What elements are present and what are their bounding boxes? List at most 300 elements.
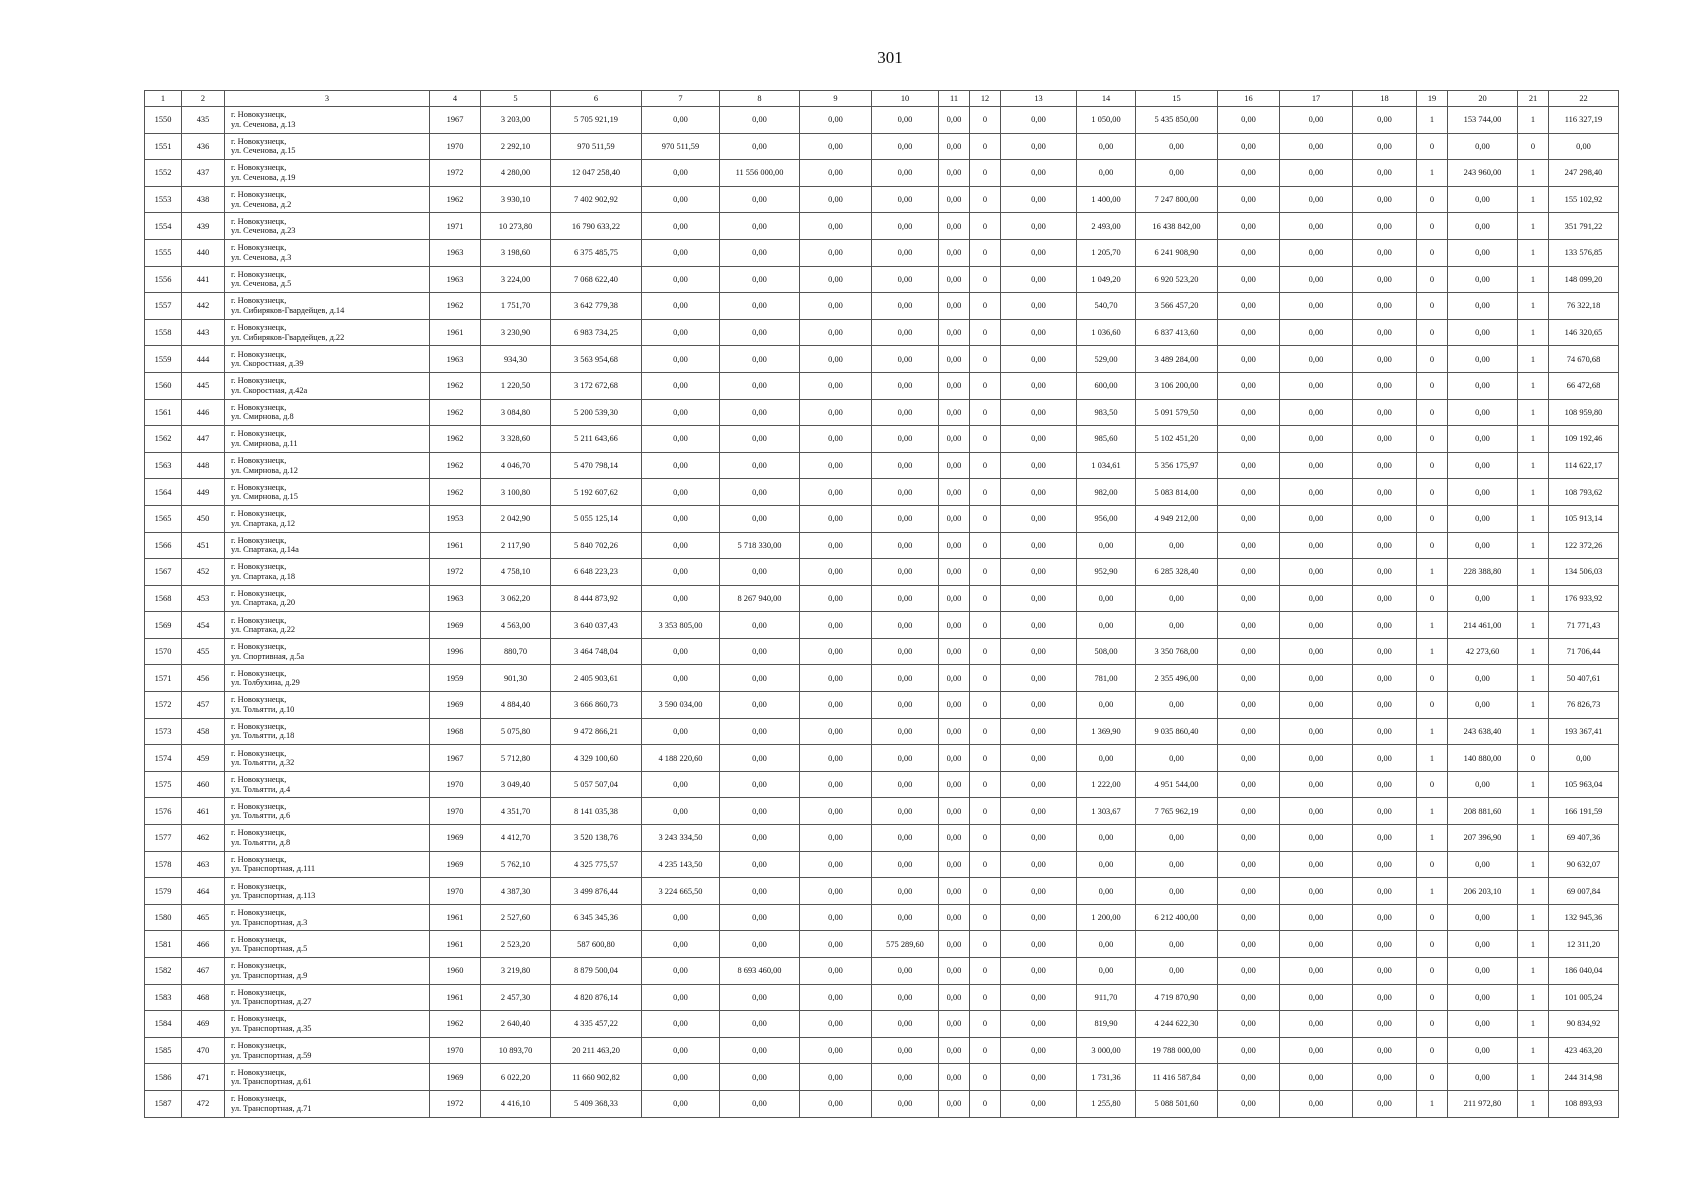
cell-col-7: 0,00	[642, 346, 720, 373]
address-cell	[225, 638, 430, 665]
address-cell	[225, 1037, 430, 1064]
cell-col-9: 0,00	[800, 745, 872, 772]
table-row	[145, 186, 1619, 213]
cell-col-8: 0,00	[720, 612, 800, 639]
cell-col-14: 0,00	[1077, 133, 1136, 160]
cell-col-4: 1962	[430, 452, 481, 479]
cell-col-21: 1	[1518, 771, 1549, 798]
cell-col-2: 435	[182, 107, 225, 134]
cell-col-13: 0,00	[1001, 107, 1077, 134]
address-line: г. Новокузнецк,	[231, 243, 287, 253]
cell-col-13: 0,00	[1001, 160, 1077, 187]
cell-col-11: 0,00	[939, 612, 970, 639]
cell-col-22: 71 771,43	[1549, 612, 1619, 639]
address-cell	[225, 452, 430, 479]
address-cell	[225, 186, 430, 213]
cell-col-14: 983,50	[1077, 399, 1136, 426]
cell-col-19: 0	[1417, 1064, 1448, 1091]
cell-col-2: 450	[182, 505, 225, 532]
cell-col-20: 0,00	[1448, 186, 1518, 213]
cell-col-10: 0,00	[872, 825, 939, 852]
cell-col-2: 455	[182, 638, 225, 665]
cell-col-21: 1	[1518, 293, 1549, 320]
cell-col-14: 1 050,00	[1077, 107, 1136, 134]
cell-col-6: 6 648 223,23	[551, 559, 642, 586]
cell-col-9: 0,00	[800, 505, 872, 532]
cell-col-16: 0,00	[1218, 745, 1280, 772]
cell-col-10: 0,00	[872, 160, 939, 187]
cell-col-19: 0	[1417, 133, 1448, 160]
cell-col-15: 0,00	[1136, 692, 1218, 719]
cell-col-4: 1967	[430, 107, 481, 134]
cell-col-5: 3 084,80	[481, 399, 551, 426]
cell-col-4: 1962	[430, 399, 481, 426]
cell-col-20: 243 960,00	[1448, 160, 1518, 187]
cell-col-19: 0	[1417, 692, 1448, 719]
cell-col-14: 982,00	[1077, 479, 1136, 506]
cell-col-15: 0,00	[1136, 825, 1218, 852]
address-line: ул. Скоростная, д.42а	[231, 385, 308, 395]
table-row	[145, 505, 1619, 532]
cell-col-14: 0,00	[1077, 160, 1136, 187]
cell-col-8: 8 693 460,00	[720, 958, 800, 985]
cell-col-21: 0	[1518, 133, 1549, 160]
cell-col-9: 0,00	[800, 798, 872, 825]
cell-col-17: 0,00	[1280, 452, 1353, 479]
column-header-13: 13	[1001, 91, 1077, 107]
cell-col-4: 1972	[430, 1090, 481, 1117]
cell-col-7: 0,00	[642, 1037, 720, 1064]
table-row	[145, 133, 1619, 160]
cell-col-16: 0,00	[1218, 878, 1280, 905]
cell-col-2: 441	[182, 266, 225, 293]
cell-col-22: 50 407,61	[1549, 665, 1619, 692]
cell-col-13: 0,00	[1001, 745, 1077, 772]
cell-col-18: 0,00	[1353, 585, 1417, 612]
cell-col-1: 1586	[145, 1064, 182, 1091]
cell-col-6: 6 375 485,75	[551, 239, 642, 266]
cell-col-19: 0	[1417, 585, 1448, 612]
cell-col-4: 1969	[430, 612, 481, 639]
cell-col-17: 0,00	[1280, 931, 1353, 958]
cell-col-7: 0,00	[642, 638, 720, 665]
cell-col-9: 0,00	[800, 638, 872, 665]
cell-col-12: 0	[970, 904, 1001, 931]
cell-col-1: 1580	[145, 904, 182, 931]
cell-col-21: 1	[1518, 479, 1549, 506]
cell-col-16: 0,00	[1218, 399, 1280, 426]
cell-col-9: 0,00	[800, 825, 872, 852]
cell-col-11: 0,00	[939, 372, 970, 399]
cell-col-15: 0,00	[1136, 931, 1218, 958]
cell-col-11: 0,00	[939, 771, 970, 798]
address-line: ул. Транспортная, д.113	[231, 891, 316, 901]
cell-col-20: 208 881,60	[1448, 798, 1518, 825]
cell-col-4: 1961	[430, 319, 481, 346]
cell-col-10: 0,00	[872, 426, 939, 453]
cell-col-18: 0,00	[1353, 718, 1417, 745]
cell-col-15: 6 920 523,20	[1136, 266, 1218, 293]
cell-col-7: 0,00	[642, 532, 720, 559]
cell-col-21: 1	[1518, 718, 1549, 745]
cell-col-15: 4 244 622,30	[1136, 1011, 1218, 1038]
cell-col-1: 1565	[145, 505, 182, 532]
cell-col-15: 9 035 860,40	[1136, 718, 1218, 745]
table-row	[145, 1037, 1619, 1064]
cell-col-7: 0,00	[642, 665, 720, 692]
cell-col-10: 0,00	[872, 479, 939, 506]
cell-col-10: 0,00	[872, 585, 939, 612]
cell-col-1: 1584	[145, 1011, 182, 1038]
cell-col-15: 6 241 908,90	[1136, 239, 1218, 266]
column-header-8: 8	[720, 91, 800, 107]
cell-col-6: 3 520 138,76	[551, 825, 642, 852]
cell-col-21: 1	[1518, 665, 1549, 692]
table-row	[145, 1011, 1619, 1038]
cell-col-9: 0,00	[800, 213, 872, 240]
cell-col-16: 0,00	[1218, 319, 1280, 346]
cell-col-19: 0	[1417, 505, 1448, 532]
cell-col-5: 880,70	[481, 638, 551, 665]
address-cell	[225, 692, 430, 719]
cell-col-22: 247 298,40	[1549, 160, 1619, 187]
cell-col-20: 0,00	[1448, 692, 1518, 719]
cell-col-14: 956,00	[1077, 505, 1136, 532]
cell-col-17: 0,00	[1280, 692, 1353, 719]
address-line: ул. Спартака, д.14а	[231, 545, 299, 555]
cell-col-17: 0,00	[1280, 346, 1353, 373]
cell-col-14: 2 493,00	[1077, 213, 1136, 240]
column-header-20: 20	[1448, 91, 1518, 107]
cell-col-7: 0,00	[642, 186, 720, 213]
table-row	[145, 718, 1619, 745]
cell-col-13: 0,00	[1001, 904, 1077, 931]
cell-col-20: 0,00	[1448, 931, 1518, 958]
cell-col-21: 1	[1518, 213, 1549, 240]
cell-col-13: 0,00	[1001, 1064, 1077, 1091]
cell-col-10: 0,00	[872, 399, 939, 426]
address-line: г. Новокузнецк,	[231, 136, 287, 146]
cell-col-14: 1 222,00	[1077, 771, 1136, 798]
address-line: ул. Тольятти, д.32	[231, 758, 295, 768]
cell-col-19: 0	[1417, 319, 1448, 346]
cell-col-4: 1962	[430, 186, 481, 213]
cell-col-1: 1551	[145, 133, 182, 160]
address-line: г. Новокузнецк,	[231, 323, 287, 333]
cell-col-20: 0,00	[1448, 665, 1518, 692]
cell-col-8: 0,00	[720, 239, 800, 266]
cell-col-8: 0,00	[720, 399, 800, 426]
cell-col-11: 0,00	[939, 186, 970, 213]
cell-col-6: 3 499 876,44	[551, 878, 642, 905]
cell-col-9: 0,00	[800, 958, 872, 985]
table-row	[145, 399, 1619, 426]
cell-col-9: 0,00	[800, 904, 872, 931]
cell-col-7: 0,00	[642, 904, 720, 931]
address-line: ул. Скоростная, д.39	[231, 359, 304, 369]
table-row	[145, 638, 1619, 665]
address-line: г. Новокузнецк,	[231, 801, 287, 811]
cell-col-11: 0,00	[939, 878, 970, 905]
cell-col-17: 0,00	[1280, 426, 1353, 453]
cell-col-18: 0,00	[1353, 426, 1417, 453]
cell-col-7: 0,00	[642, 160, 720, 187]
cell-col-4: 1962	[430, 426, 481, 453]
cell-col-5: 10 273,80	[481, 213, 551, 240]
cell-col-13: 0,00	[1001, 293, 1077, 320]
cell-col-17: 0,00	[1280, 612, 1353, 639]
cell-col-9: 0,00	[800, 1037, 872, 1064]
cell-col-13: 0,00	[1001, 186, 1077, 213]
cell-col-16: 0,00	[1218, 346, 1280, 373]
cell-col-5: 10 893,70	[481, 1037, 551, 1064]
address-line: ул. Транспортная, д.71	[231, 1103, 312, 1113]
cell-col-6: 970 511,59	[551, 133, 642, 160]
column-header-4: 4	[430, 91, 481, 107]
cell-col-5: 1 751,70	[481, 293, 551, 320]
cell-col-11: 0,00	[939, 426, 970, 453]
cell-col-8: 0,00	[720, 984, 800, 1011]
cell-col-15: 5 356 175,97	[1136, 452, 1218, 479]
cell-col-22: 193 367,41	[1549, 718, 1619, 745]
cell-col-16: 0,00	[1218, 532, 1280, 559]
cell-col-15: 0,00	[1136, 532, 1218, 559]
cell-col-2: 463	[182, 851, 225, 878]
cell-col-17: 0,00	[1280, 479, 1353, 506]
cell-col-20: 0,00	[1448, 1011, 1518, 1038]
cell-col-2: 470	[182, 1037, 225, 1064]
cell-col-12: 0	[970, 771, 1001, 798]
cell-col-7: 0,00	[642, 426, 720, 453]
cell-col-10: 0,00	[872, 798, 939, 825]
cell-col-4: 1961	[430, 904, 481, 931]
cell-col-15: 6 212 400,00	[1136, 904, 1218, 931]
cell-col-2: 459	[182, 745, 225, 772]
address-line: г. Новокузнецк,	[231, 535, 287, 545]
table-row	[145, 585, 1619, 612]
cell-col-16: 0,00	[1218, 505, 1280, 532]
address-line: ул. Сеченова, д.19	[231, 172, 296, 182]
cell-col-11: 0,00	[939, 1011, 970, 1038]
cell-col-21: 1	[1518, 239, 1549, 266]
cell-col-1: 1583	[145, 984, 182, 1011]
cell-col-9: 0,00	[800, 293, 872, 320]
cell-col-19: 0	[1417, 452, 1448, 479]
cell-col-5: 3 224,00	[481, 266, 551, 293]
cell-col-11: 0,00	[939, 1090, 970, 1117]
cell-col-20: 42 273,60	[1448, 638, 1518, 665]
cell-col-10: 0,00	[872, 319, 939, 346]
cell-col-18: 0,00	[1353, 878, 1417, 905]
cell-col-18: 0,00	[1353, 399, 1417, 426]
cell-col-16: 0,00	[1218, 186, 1280, 213]
address-cell	[225, 479, 430, 506]
cell-col-19: 0	[1417, 958, 1448, 985]
cell-col-10: 0,00	[872, 904, 939, 931]
cell-col-12: 0	[970, 532, 1001, 559]
cell-col-11: 0,00	[939, 452, 970, 479]
cell-col-5: 2 117,90	[481, 532, 551, 559]
cell-col-21: 1	[1518, 452, 1549, 479]
cell-col-1: 1581	[145, 931, 182, 958]
cell-col-11: 0,00	[939, 904, 970, 931]
cell-col-17: 0,00	[1280, 160, 1353, 187]
cell-col-13: 0,00	[1001, 213, 1077, 240]
cell-col-16: 0,00	[1218, 984, 1280, 1011]
cell-col-1: 1562	[145, 426, 182, 453]
table-row	[145, 745, 1619, 772]
address-line: ул. Сеченова, д.5	[231, 279, 292, 289]
cell-col-12: 0	[970, 133, 1001, 160]
column-header-22: 22	[1549, 91, 1619, 107]
cell-col-17: 0,00	[1280, 1011, 1353, 1038]
cell-col-14: 1 049,20	[1077, 266, 1136, 293]
cell-col-7: 0,00	[642, 107, 720, 134]
cell-col-12: 0	[970, 559, 1001, 586]
cell-col-22: 122 372,26	[1549, 532, 1619, 559]
address-line: ул. Толбухина, д.29	[231, 678, 300, 688]
cell-col-7: 0,00	[642, 452, 720, 479]
cell-col-11: 0,00	[939, 638, 970, 665]
cell-col-13: 0,00	[1001, 612, 1077, 639]
cell-col-2: 472	[182, 1090, 225, 1117]
cell-col-22: 116 327,19	[1549, 107, 1619, 134]
cell-col-6: 6 345 345,36	[551, 904, 642, 931]
cell-col-1: 1556	[145, 266, 182, 293]
cell-col-16: 0,00	[1218, 798, 1280, 825]
cell-col-14: 1 400,00	[1077, 186, 1136, 213]
address-line: ул. Спартака, д.12	[231, 518, 296, 528]
cell-col-16: 0,00	[1218, 718, 1280, 745]
cell-col-13: 0,00	[1001, 798, 1077, 825]
cell-col-17: 0,00	[1280, 585, 1353, 612]
cell-col-14: 0,00	[1077, 851, 1136, 878]
cell-col-17: 0,00	[1280, 133, 1353, 160]
cell-col-13: 0,00	[1001, 958, 1077, 985]
address-line: г. Новокузнецк,	[231, 721, 287, 731]
cell-col-12: 0	[970, 1037, 1001, 1064]
cell-col-20: 0,00	[1448, 213, 1518, 240]
cell-col-9: 0,00	[800, 1090, 872, 1117]
cell-col-12: 0	[970, 984, 1001, 1011]
cell-col-7: 0,00	[642, 293, 720, 320]
cell-col-11: 0,00	[939, 213, 970, 240]
cell-col-21: 1	[1518, 532, 1549, 559]
cell-col-5: 4 280,00	[481, 160, 551, 187]
cell-col-21: 1	[1518, 559, 1549, 586]
column-header-18: 18	[1353, 91, 1417, 107]
cell-col-8: 8 267 940,00	[720, 585, 800, 612]
column-header-3: 3	[225, 91, 430, 107]
cell-col-9: 0,00	[800, 186, 872, 213]
address-line: г. Новокузнецк,	[231, 748, 287, 758]
cell-col-21: 1	[1518, 186, 1549, 213]
cell-col-12: 0	[970, 851, 1001, 878]
cell-col-7: 0,00	[642, 771, 720, 798]
cell-col-11: 0,00	[939, 479, 970, 506]
cell-col-17: 0,00	[1280, 904, 1353, 931]
address-line: ул. Сибиряков-Гвардейцев, д.14	[231, 305, 345, 315]
cell-col-19: 1	[1417, 638, 1448, 665]
cell-col-13: 0,00	[1001, 319, 1077, 346]
column-header-11: 11	[939, 91, 970, 107]
cell-col-14: 1 205,70	[1077, 239, 1136, 266]
cell-col-8: 0,00	[720, 798, 800, 825]
cell-col-2: 449	[182, 479, 225, 506]
cell-col-20: 214 461,00	[1448, 612, 1518, 639]
cell-col-10: 0,00	[872, 1064, 939, 1091]
address-line: г. Новокузнецк,	[231, 376, 287, 386]
cell-col-12: 0	[970, 1011, 1001, 1038]
cell-col-10: 575 289,60	[872, 931, 939, 958]
cell-col-5: 5 762,10	[481, 851, 551, 878]
table-row	[145, 878, 1619, 905]
cell-col-16: 0,00	[1218, 931, 1280, 958]
cell-col-5: 3 219,80	[481, 958, 551, 985]
cell-col-9: 0,00	[800, 559, 872, 586]
cell-col-9: 0,00	[800, 452, 872, 479]
table-row	[145, 825, 1619, 852]
table-row	[145, 798, 1619, 825]
cell-col-20: 0,00	[1448, 479, 1518, 506]
column-header-15: 15	[1136, 91, 1218, 107]
cell-col-8: 0,00	[720, 771, 800, 798]
cell-col-20: 0,00	[1448, 452, 1518, 479]
cell-col-15: 0,00	[1136, 612, 1218, 639]
cell-col-4: 1972	[430, 559, 481, 586]
cell-col-4: 1968	[430, 718, 481, 745]
address-cell	[225, 239, 430, 266]
cell-col-2: 447	[182, 426, 225, 453]
cell-col-6: 3 666 860,73	[551, 692, 642, 719]
cell-col-21: 0	[1518, 745, 1549, 772]
cell-col-19: 1	[1417, 718, 1448, 745]
cell-col-19: 0	[1417, 266, 1448, 293]
cell-col-11: 0,00	[939, 851, 970, 878]
cell-col-8: 0,00	[720, 1011, 800, 1038]
cell-col-20: 0,00	[1448, 904, 1518, 931]
cell-col-10: 0,00	[872, 532, 939, 559]
cell-col-6: 4 329 100,60	[551, 745, 642, 772]
cell-col-5: 934,30	[481, 346, 551, 373]
cell-col-16: 0,00	[1218, 107, 1280, 134]
cell-col-19: 0	[1417, 771, 1448, 798]
cell-col-8: 0,00	[720, 904, 800, 931]
cell-col-9: 0,00	[800, 931, 872, 958]
cell-col-18: 0,00	[1353, 904, 1417, 931]
cell-col-5: 5 075,80	[481, 718, 551, 745]
cell-col-2: 443	[182, 319, 225, 346]
cell-col-11: 0,00	[939, 293, 970, 320]
cell-col-19: 0	[1417, 479, 1448, 506]
cell-col-6: 4 325 775,57	[551, 851, 642, 878]
address-cell	[225, 372, 430, 399]
cell-col-9: 0,00	[800, 878, 872, 905]
cell-col-18: 0,00	[1353, 612, 1417, 639]
cell-col-1: 1587	[145, 1090, 182, 1117]
cell-col-12: 0	[970, 825, 1001, 852]
cell-col-5: 3 100,80	[481, 479, 551, 506]
cell-col-9: 0,00	[800, 372, 872, 399]
cell-col-4: 1963	[430, 346, 481, 373]
address-cell	[225, 1090, 430, 1117]
address-cell	[225, 107, 430, 134]
cell-col-6: 4 820 876,14	[551, 984, 642, 1011]
cell-col-19: 0	[1417, 1037, 1448, 1064]
cell-col-2: 453	[182, 585, 225, 612]
cell-col-5: 4 412,70	[481, 825, 551, 852]
cell-col-10: 0,00	[872, 612, 939, 639]
